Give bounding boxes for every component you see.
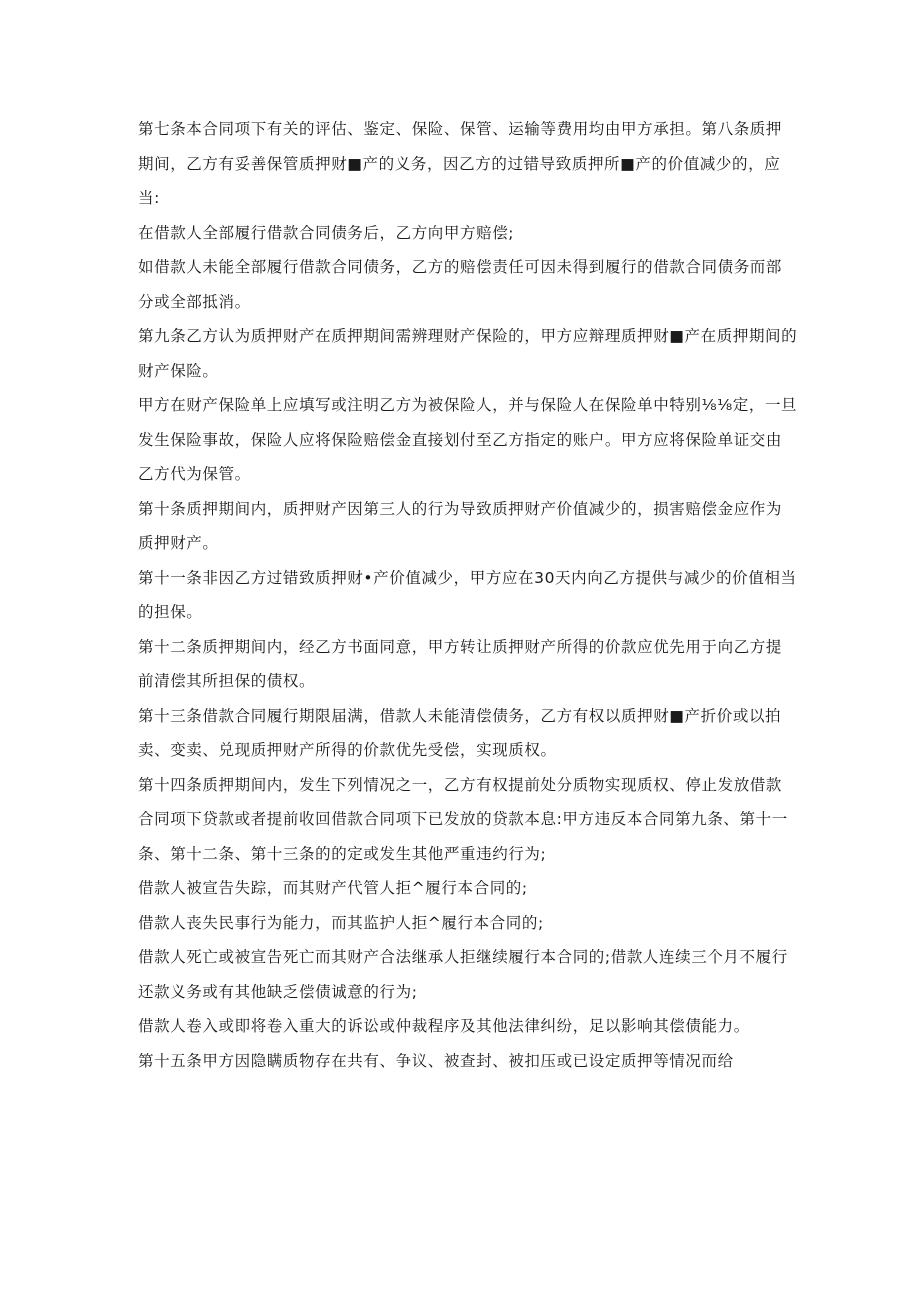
paragraph-article-13: 第十三条借款合同履行期限届满，借款人未能清偿债务，乙方有权以质押财■产折价或以拍卖、变卖、兑现质押财产所得的价款优先受偿，实现质权。 [138,706,782,759]
paragraph-article-12: 第十二条质押期间内，经乙方书面同意，甲方转让质押财产所得的价款应优先用于向乙方提前清偿其所担保的债权。 [138,637,783,690]
paragraph-borrower-incapacity: 借款人丧失民事行为能力，而其监护人拒^履行本合同的; [138,913,544,932]
paragraph-article-15: 第十五条甲方因隐瞒质物存在共有、争议、被查封、被扣压或已设定质押等情况而给 [138,1051,734,1070]
paragraph-article-9: 第九条乙方认为质押财产在质押期间需辨理财产保险的，甲方应辩理质押财■产在质押期间的财产保险。 [138,327,798,380]
paragraph-borrower-litigation: 借款人卷入或即将卷入重大的诉讼或仲裁程序及其他法律纠纷，足以影响其偿债能力。 [138,1017,750,1035]
paragraph-borrower-death: 借款人死亡或被宣告死亡而其财产合法继承人拒继续履行本合同的;借款人连续三个月不履行还款义务或有其他缺乏偿债诚意的行为; [138,948,788,1001]
paragraph-article-10: 第十条质押期间内，质押财产因第三人的行为导致质押财产价值减少的，损害赔偿金应作为质押财产。 [138,499,783,552]
paragraph-article-11: 第十一条非因乙方过错致质押财•产价值减少，甲方应在30天内向乙方提供与减少的价值相当的担保。 [138,568,797,621]
paragraph-compensation-offset: 如借款人未能全部履行借款合同债务，乙方的赔偿责任可因未得到履行的借款合同债务而部分或全部抵消。 [138,258,783,311]
paragraph-borrower-missing: 借款人被宣告失踪，而其财产代管人拒^履行本合同的; [138,879,528,897]
paragraph-article-14: 第十四条质押期间内，发生下列情况之一，乙方有权提前处分质物实现质权、停止发放借款合同项下贷款或者提前收回借款合同项下已发放的贷款本息:甲方违反本合同第九条、第十一条、第十二条、第十三条的的定或发生其他严重违约行为; [138,775,788,863]
paragraph-compensation-after-performance: 在借款人全部履行借款合同债务后，乙方向甲方赔偿; [138,223,515,242]
paragraph-insurance-beneficiary: 甲方在财产保险单上应填写或注明乙方为被保险人，并与保险人在保险单中特别⅛⅛定，一旦发生保险事故，保险人应将保险赔偿金直接划付至乙方指定的账户。甲方应将保险单证交由乙方代为保管。 [138,396,798,483]
document-body [138,112,798,1078]
paragraph-article-7-8: 第七条本合同项下有关的评估、鉴定、保险、保管、运输等费用均由甲方承担。第八条质押期间，乙方有妥善保管质押财■产的义务，因乙方的过错导致质押所■产的价值减少的，应当: [138,120,783,207]
